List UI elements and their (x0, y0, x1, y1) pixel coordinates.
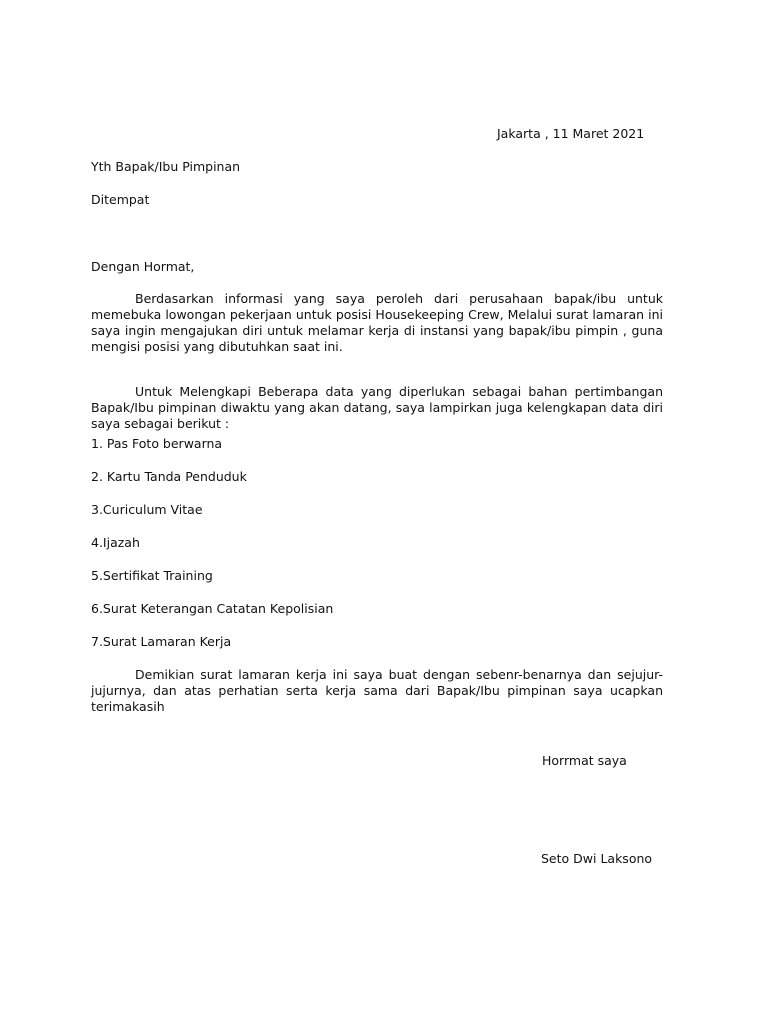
salutation: Dengan Hormat, (91, 259, 195, 274)
list-item: 4.Ijazah (91, 535, 140, 550)
paragraph-closing: Demikian surat lamaran kerja ini saya buat dengan sebenr-benarnya dan sejujur-jujurnya, dan atas perhatian serta kerja sama dari Bapak/Ibu pimpinan saya ucapkan terimakasih (91, 667, 663, 714)
attachment-list (91, 436, 333, 667)
place-date: Jakarta , 11 Maret 2021 (497, 126, 645, 141)
list-item: 7.Surat Lamaran Kerja (91, 634, 232, 649)
list-item: 2. Kartu Tanda Penduduk (91, 469, 247, 484)
list-item: 6.Surat Keterangan Catatan Kepolisian (91, 601, 334, 616)
list-item: 5.Sertifikat Training (91, 568, 213, 583)
recipient-location: Ditempat (91, 192, 150, 207)
list-item: 3.Curiculum Vitae (91, 502, 203, 517)
paragraph-attachments-intro: Untuk Melengkapi Beberapa data yang diperlukan sebagai bahan pertimbangan Bapak/Ibu pimpinan diwaktu yang akan datang, saya lampirkan juga kelengkapan data diri saya sebagai berikut : (91, 384, 663, 431)
closing-greeting: Horrmat saya (542, 753, 627, 768)
signature-name: Seto Dwi Laksono (541, 851, 653, 866)
paragraph-introduction: Berdasarkan informasi yang saya peroleh dari perusahaan bapak/ibu untuk memebuka lowongan pekerjaan untuk posisi Housekeeping Crew, Melalui surat lamaran ini saya ingin mengajukan diri untuk melamar kerja di instansi yang bapak/ibu pimpin , guna mengisi posisi yang dibutuhkan saat ini. (91, 291, 663, 354)
list-item: 1. Pas Foto berwarna (91, 436, 223, 451)
recipient: Yth Bapak/Ibu Pimpinan (91, 159, 241, 174)
